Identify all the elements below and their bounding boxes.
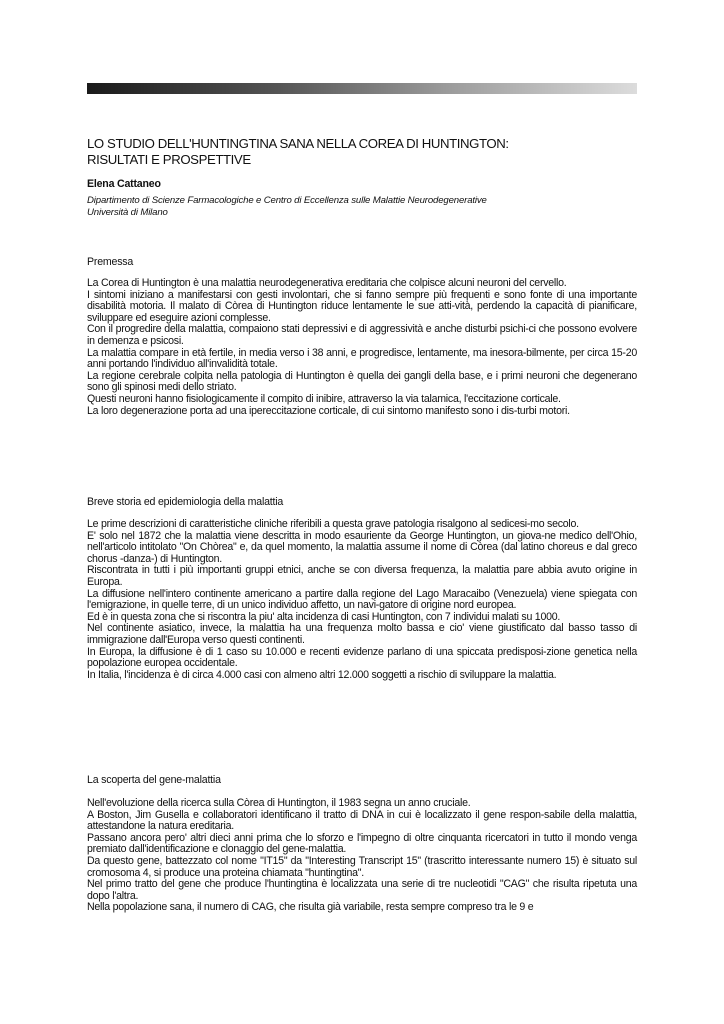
section-heading-premessa: Premessa xyxy=(87,256,134,268)
affiliation-line: Università di Milano xyxy=(87,207,168,219)
title-line: RISULTATI E PROSPETTIVE xyxy=(87,151,251,167)
paragraph: Nell'evoluzione della ricerca sulla Còrea di Huntington, il 1983 segna un anno cruciale. xyxy=(87,797,471,809)
paragraph: La loro degenerazione porta ad una ipereccitazione corticale, di cui sintomo manifesto sono i dis-turbi motori. xyxy=(87,404,570,417)
section-heading-scoperta: La scoperta del gene-malattia xyxy=(87,774,221,786)
author-affiliation xyxy=(87,195,647,220)
paragraph: Ed è in questa zona che si riscontra la piu' alta incidenza di casi Huntington, con 7 individui malati su 1000. xyxy=(87,610,561,623)
paragraph: In Europa, la diffusione è di 1 caso su 10.000 e recenti evidenze parlano di una spiccata predisposi-zione genetica nella popolazione europea occidentale. xyxy=(87,645,637,670)
paragraph: In Italia, l'incidenza è di circa 4.000 casi con almeno altri 12.000 soggetti a rischio di sviluppare la malattia. xyxy=(87,668,557,681)
section-body-storia xyxy=(87,519,637,681)
paragraph: Da questo gene, battezzato col nome "IT15" da "Interesting Transcript 15" (trascritto interessante numero 15) è situato sul cromosoma 4, si produce una proteina chiamata "huntingtina". xyxy=(87,854,637,879)
paragraph: Nella popolazione sana, il numero di CAG, che risulta già variabile, resta sempre compreso tra le 9 e xyxy=(87,901,534,914)
author-name: Elena Cattaneo xyxy=(87,178,161,190)
affiliation-line: Dipartimento di Scienze Farmacologiche e Centro di Eccellenza sulle Malattie Neurodegenerative xyxy=(87,195,487,206)
section-body-premessa xyxy=(87,278,637,417)
paragraph: Passano ancora pero' altri dieci anni prima che lo sforzo e l'impegno di oltre cinquanta ricercatori in tutto il mondo venga premiato dall'identificazione e clonaggio del gene-malattia. xyxy=(87,831,637,856)
paragraph: Le prime descrizioni di caratteristiche cliniche riferibili a questa grave patologia risalgono al sedicesi-mo secolo. xyxy=(87,518,579,530)
document-title xyxy=(87,136,647,167)
paragraph: Con il progredire della malattia, compaiono stati depressivi e di aggressività e anche disturbi psichi-ci che possono evolvere in demenza e psicosi. xyxy=(87,323,637,347)
title-line: LO STUDIO DELL'HUNTINGTINA SANA NELLA COREA DI HUNTINGTON: xyxy=(87,136,509,151)
paragraph: La diffusione nell'intero continente americano a partire dalla regione del Lago Maracaibo (Venezuela) viene spiegata con l'emigrazione, in quelle terre, di un unico individuo affetto, un navi-gatore di origine nord europea. xyxy=(87,587,637,612)
paragraph: La Corea di Huntington è una malattia neurodegenerativa ereditaria che colpisce alcuni neuroni del cervello. xyxy=(87,277,567,289)
paragraph: E' solo nel 1872 che la malattia viene descritta in modo esauriente da George Huntington, un giova-ne medico dell'Ohio, nell'articolo intitolato "On Chòrea" e, da quel momento, la malattia assume il nome di Còrea (dal latino choreus e dal greco chorus -danza-) di Huntington. xyxy=(87,529,637,565)
section-heading-storia: Breve storia ed epidemiologia della malattia xyxy=(87,496,284,508)
paragraph: La regione cerebrale colpita nella patologia di Huntington è quella dei gangli della base, e i primi neuroni che degenerano sono gli spinosi medi dello striato. xyxy=(87,369,637,394)
paragraph: Riscontrata in tutti i più importanti gruppi etnici, anche se con diversa frequenza, la malattia pare abbia avuto origine in Europa. xyxy=(87,564,637,588)
header-gradient-bar xyxy=(87,83,637,94)
paragraph: La malattia compare in età fertile, in media verso i 38 anni, e progredisce, lentamente, ma inesora-bilmente, per circa 15-20 anni portando l'individuo all'invalidità totale. xyxy=(87,346,637,371)
paragraph: I sintomi iniziano a manifestarsi con gesti involontari, che si fanno sempre più frequenti e sono fonte di una importante disabilità motoria. Il malato di Còrea di Huntington riduce lentamente le sue atti-vità, perdendo la capacità di pianificare, sviluppare ed eseguire azioni complesse. xyxy=(87,288,637,324)
paragraph: Nel continente asiatico, invece, la malattia ha una frequenza molto bassa e cio' viene giustificato dal basso tasso di immigrazione dall'Europa verso questi continenti. xyxy=(87,622,637,646)
paragraph: Questi neuroni hanno fisiologicamente il compito di inibire, attraverso la via talamica, l'eccitazione corticale. xyxy=(87,392,561,405)
paragraph: Nel primo tratto del gene che produce l'huntingtina è localizzata una serie di tre nucleotidi "CAG" che risulta ripetuta una dopo l'altra. xyxy=(87,878,637,902)
section-body-scoperta xyxy=(87,798,637,914)
paragraph: A Boston, Jim Gusella e collaboratori identificano il tratto di DNA in cui è localizzato il gene respon-sabile della malattia, attestandone la natura ereditaria. xyxy=(87,808,637,833)
